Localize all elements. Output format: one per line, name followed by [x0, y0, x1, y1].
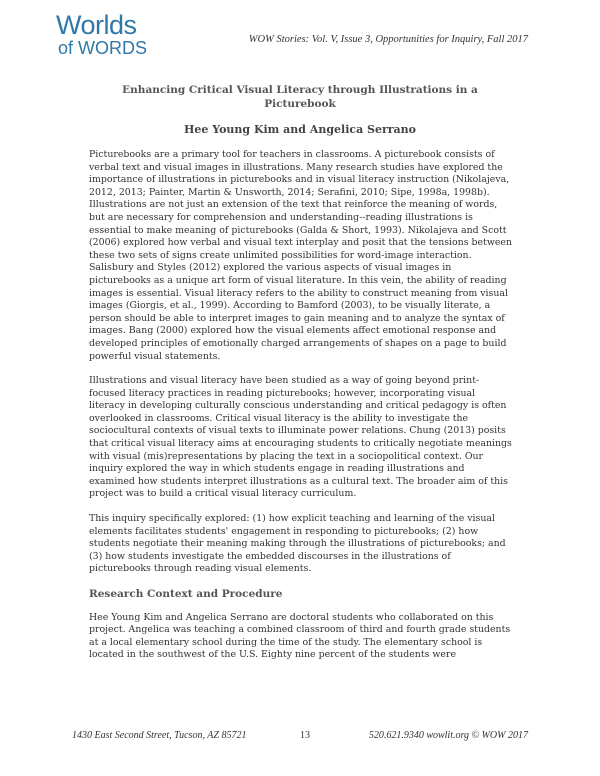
section-heading: Research Context and Procedure — [89, 588, 283, 600]
logo-line-2: of WORDS — [58, 38, 148, 58]
logo-line-1: Worlds — [56, 10, 137, 40]
paragraph-3: This inquiry specifically explored: (1) how explicit teaching and learning of the visual elements facilitates students' engagement in responding to picturebooks; (2) how students negotiate their meaning making through the illustrations of picturebooks; and (3) how students investigate the embedded discourses in the illustrations of picturebooks through reading visual elements. — [89, 513, 506, 575]
worlds-of-words-logo — [56, 12, 147, 57]
footer-contact: 520.621.9340 wowlit.org © WOW 2017 — [368, 730, 528, 741]
page-footer — [72, 730, 528, 744]
running-head: WOW Stories: Vol. V, Issue 3, Opportunities for Inquiry, Fall 2017 — [248, 34, 528, 45]
article-authors: Hee Young Kim and Angelica Serrano — [183, 123, 417, 136]
section-paragraph: Hee Young Kim and Angelica Serrano are doctoral students who collaborated on this project. Angelica was teaching a combined classroom of third and fourth grade students at a local elementary school during the time of the study. The elementary school is located in the southwest of the U.S. Eighty nine percent of the students were — [89, 611, 511, 661]
article-body — [89, 149, 512, 674]
article-title: Enhancing Critical Visual Literacy through Illustrations in a Picturebook — [122, 84, 478, 110]
paragraph-1: Picturebooks are a primary tool for teachers in classrooms. A picturebook consists of verbal text and visual images in illustrations. Many research studies have explored the importance of illustrations in picturebooks and in visual literacy instruction (Nikolajeva, 2012, 2013; Painter, Martin & Unsworth, 2014; Serafini, 2010; Sipe, 1998a, 1998b). Illustrations are not just an extension of the text that reinforce the meaning of words, but are necessary for comprehension and understanding--reading illustrations is essential to make meaning of picturebooks (Galda & Short, 1993). Nikolajeva and Scott (2006) explored how verbal and visual text interplay and posit that the tensions between these two sets of signs create unlimited possibilities for word-image interaction. Salisbury and Styles (2012) explored the various aspects of visual images in picturebooks as a unique art form of visual literature. In this vein, the ability of reading images is essential. Visual literacy refers to the ability to construct meaning from visual images (Giorgis, et al., 1999). According to Bamford (2003), to be visually literate, a person should be able to interpret images to gain meaning and to analyze the syntax of images. Bang (2000) explored how the visual elements affect emotional response and developed principles of emotionally charged arrangements of shapes on a page to build powerful visual statements. — [89, 149, 512, 362]
paragraph-2: Illustrations and visual literacy have been studied as a way of going beyond print-focused literacy practices in reading picturebooks; however, incorporating visual literacy in developing culturally conscious understanding and critical pedagogy is often overlooked in classrooms. Critical visual literacy is the ability to investigate the sociocultural contexts of visual texts to illuminate power relations. Chung (2013) posits that critical visual literacy aims at encouraging students to critically negotiate meanings with visual (mis)representations by placing the text in a sociopolitical context. Our inquiry explored the way in which students engage in reading illustrations and examined how students interpret illustrations as a cultural text. The broader aim of this project was to build a critical visual literacy curriculum. — [89, 375, 512, 500]
page-number: 13 — [300, 730, 310, 741]
footer-address: 1430 East Second Street, Tucson, AZ 85721 — [72, 730, 247, 741]
